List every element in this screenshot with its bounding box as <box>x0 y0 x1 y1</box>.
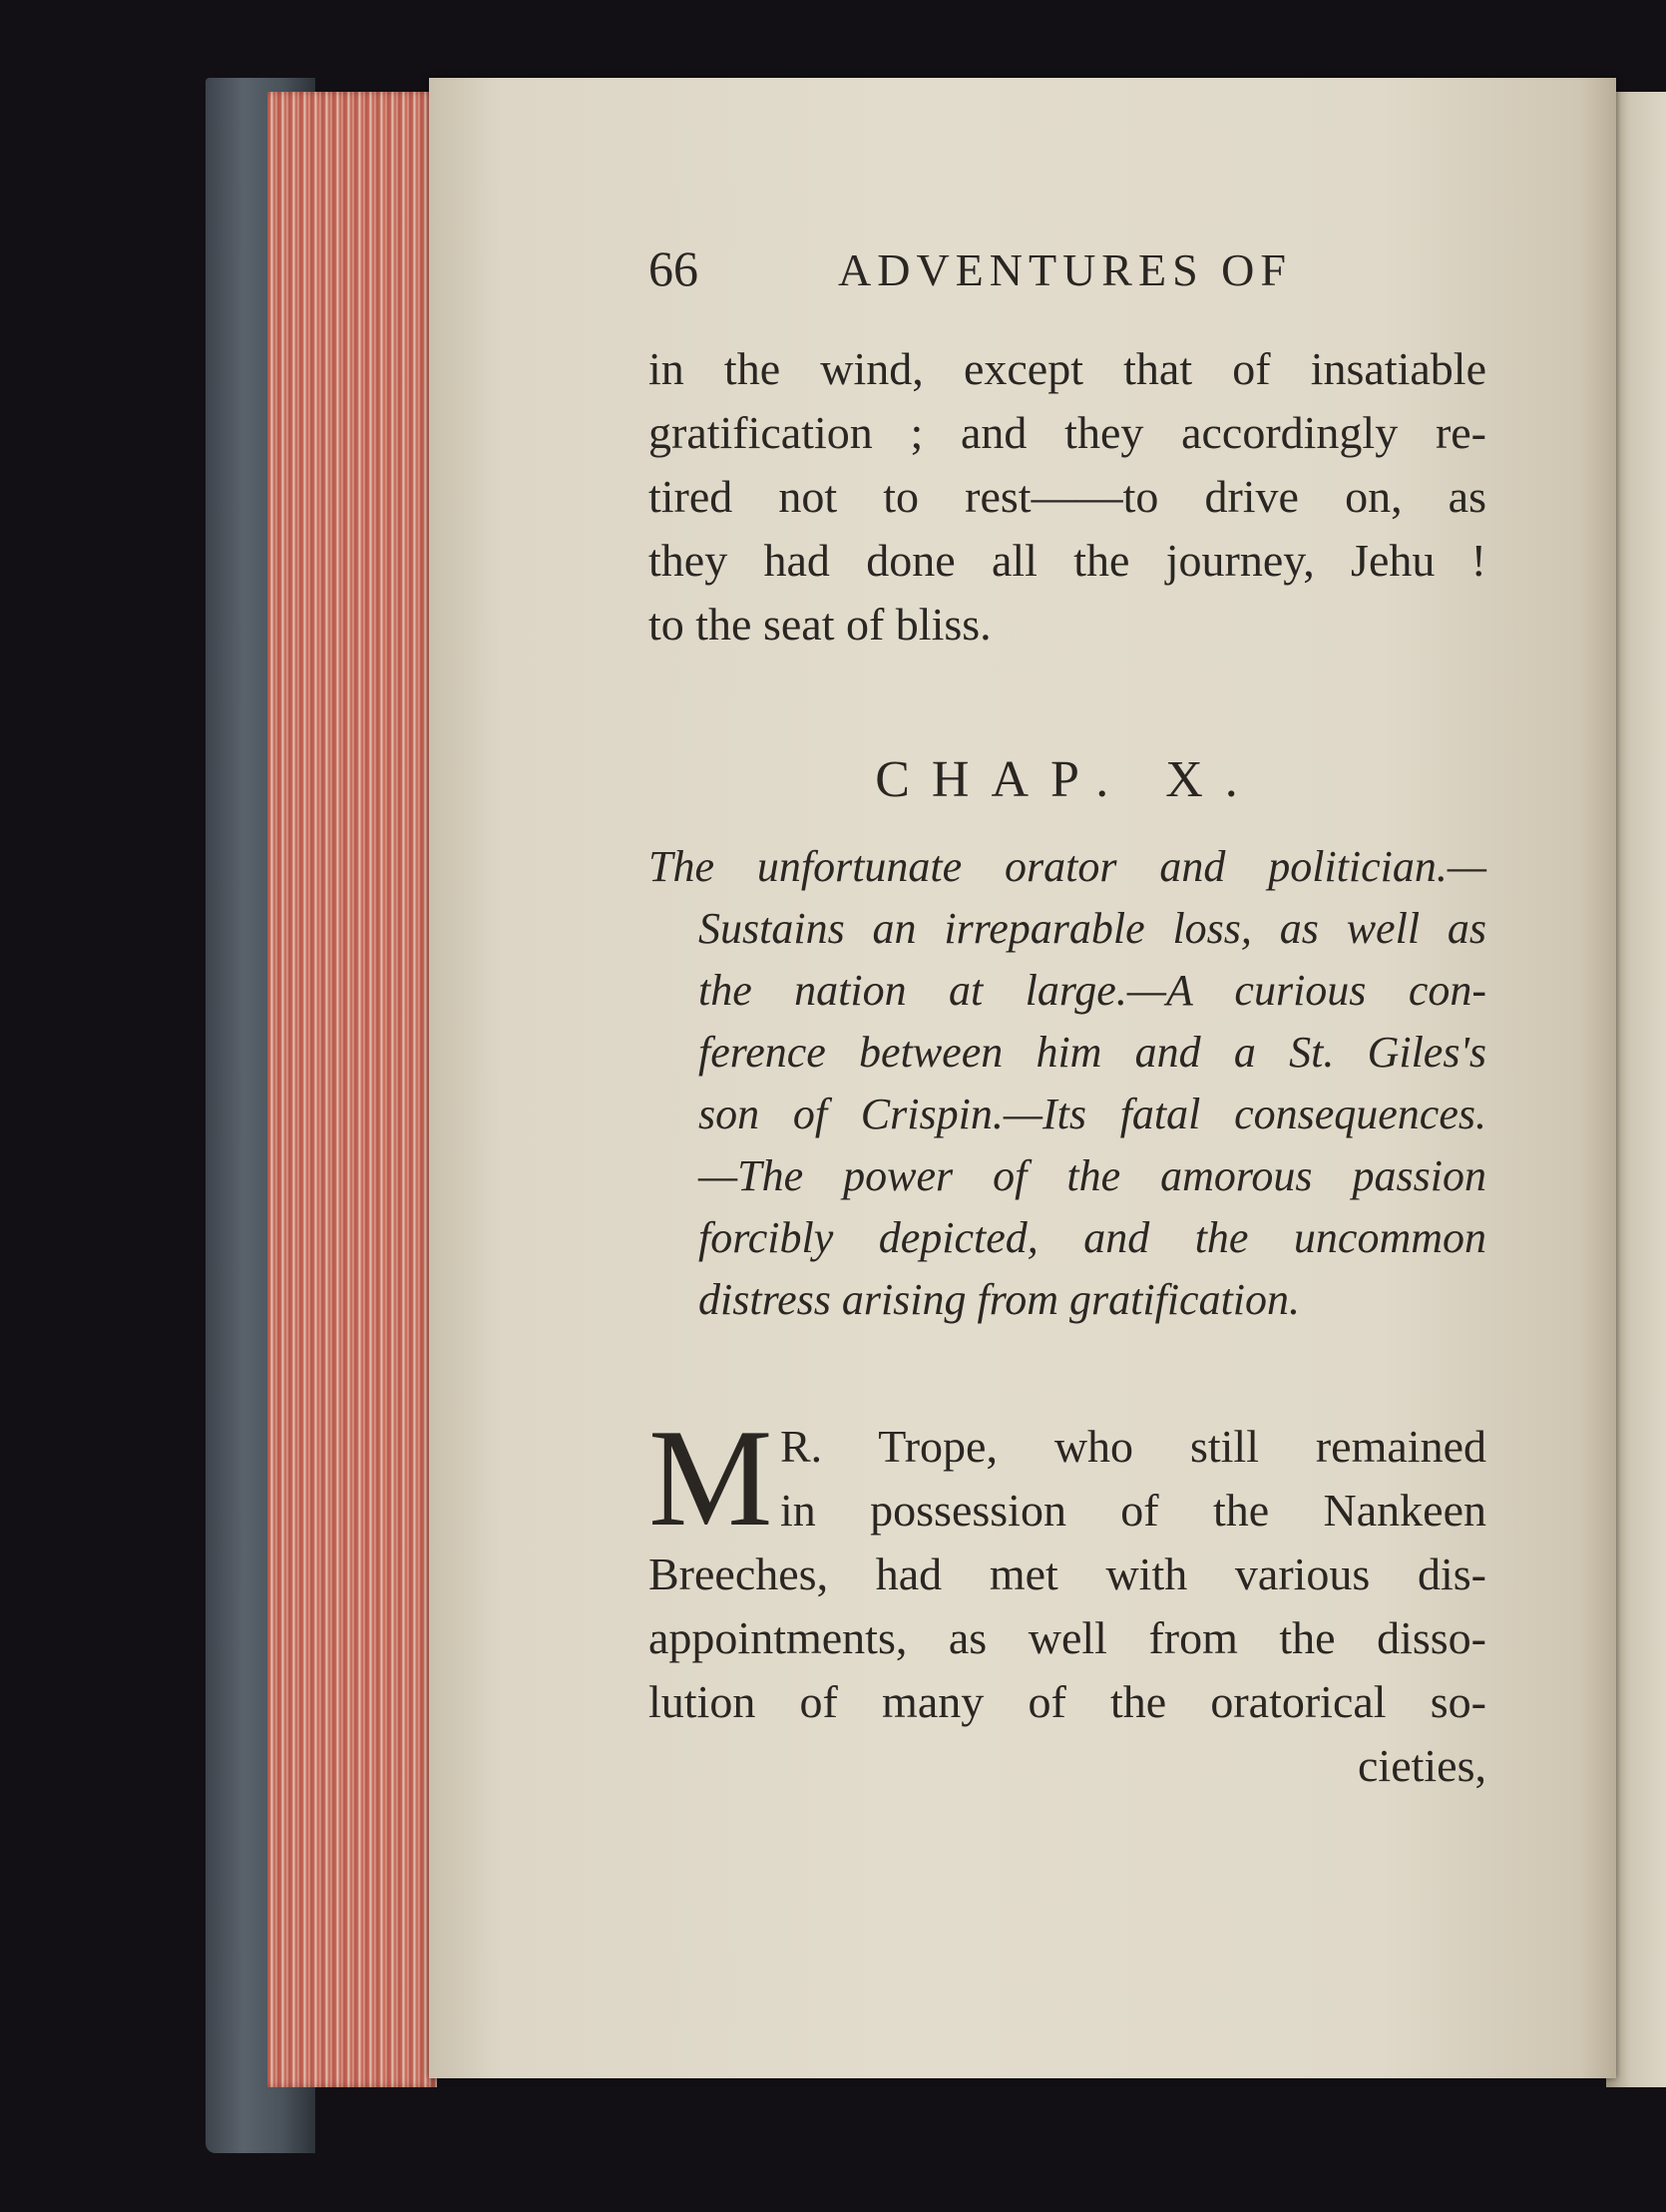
catchword: cieties, <box>1358 1740 1486 1791</box>
text-line: Breeches, had met with various dis- <box>648 1548 1486 1599</box>
text-line: they had done all the journey, Jehu ! <box>648 535 1486 586</box>
drop-cap: M <box>648 1401 773 1555</box>
text-line: lution of many of the oratorical so- <box>648 1676 1486 1727</box>
page-number: 66 <box>648 240 698 296</box>
synopsis-line: —The power of the amorous passion <box>698 1151 1486 1200</box>
synopsis-line: The unfortunate orator and politician.— <box>648 842 1486 891</box>
synopsis-line: forcibly depicted, and the uncommon <box>698 1213 1486 1262</box>
running-head: ADVENTURES OF <box>838 244 1292 295</box>
opening-paragraph <box>648 1401 1486 1798</box>
text-line: R. Trope, who still remained <box>780 1421 1486 1472</box>
synopsis-line: the nation at large.—A curious con- <box>698 966 1486 1015</box>
text-line: gratification ; and they accordingly re- <box>648 407 1486 458</box>
text-line: to the seat of bliss. <box>648 599 992 650</box>
synopsis-line: son of Crispin.—Its fatal consequences. <box>698 1090 1486 1138</box>
synopsis-line: ference between him and a St. Giles's <box>698 1028 1486 1077</box>
text-line: in possession of the Nankeen <box>780 1485 1486 1536</box>
red-page-edges <box>267 92 437 2087</box>
synopsis-line: Sustains an irreparable loss, as well as <box>698 904 1486 953</box>
continued-paragraph <box>648 337 1486 657</box>
text-line: tired not to rest——to drive on, as <box>648 471 1486 522</box>
text-line: in the wind, except that of insatiable <box>648 343 1486 394</box>
text-line: appointments, as well from the disso- <box>648 1612 1486 1663</box>
synopsis-line: distress arising from gratification. <box>698 1275 1301 1324</box>
chapter-heading: CHAP. X. <box>875 751 1260 808</box>
chapter-synopsis <box>648 836 1486 1331</box>
